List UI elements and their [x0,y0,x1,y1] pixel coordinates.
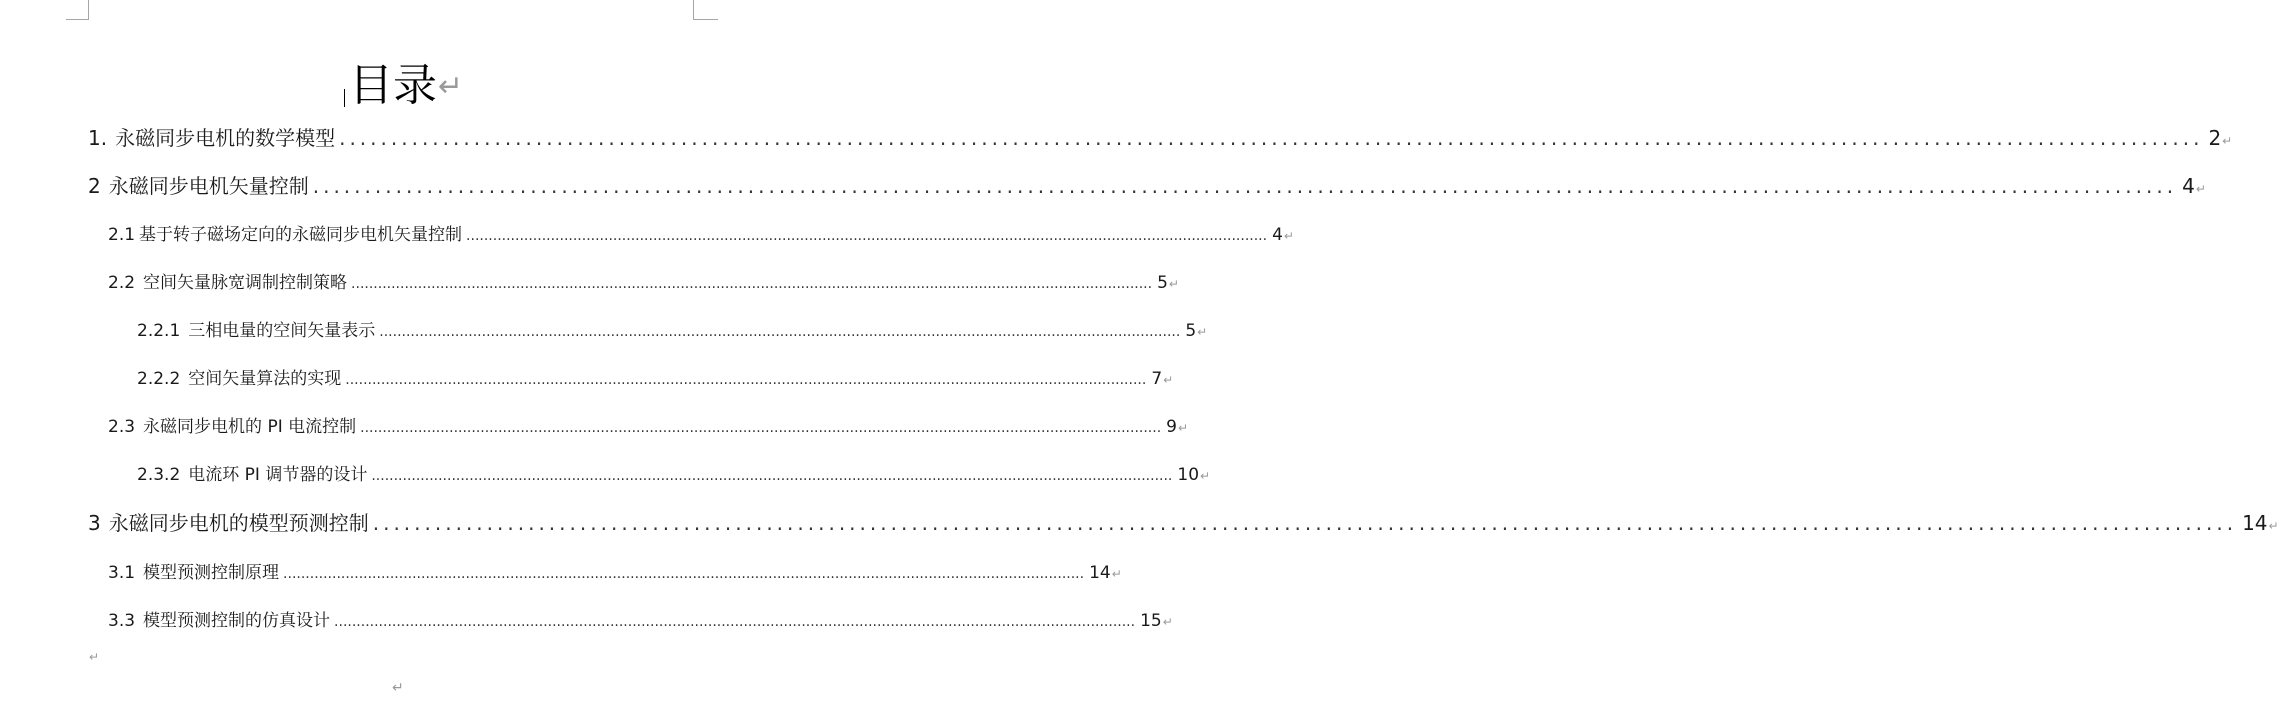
toc-entry-text: 永磁同步电机的 PI 电流控制 [143,417,357,437]
toc-entry-page: 2 [2208,126,2222,150]
toc-entry-2-3[interactable] [108,414,1189,440]
toc-leader: .................................................................................................................................................................................... [351,276,1153,292]
paragraph-mark-icon: ↵ [1111,567,1122,581]
toc-entry-page: 14 [1089,563,1111,583]
toc-leader: .................................................................................................................................................................................... [339,126,2204,150]
toc-entry-1[interactable] [88,123,2233,153]
toc-entry-3[interactable] [88,508,2279,538]
paragraph-mark-icon: ↵ [1168,277,1179,291]
toc-entry-page: 4 [2182,174,2195,198]
toc-entry-number: 2.3 [108,417,136,437]
toc-entry-text: 永磁同步电机的模型预测控制 [108,511,369,535]
paragraph-mark-icon: ↵ [1197,325,1208,339]
toc-entry-page: 5 [1185,321,1197,341]
toc-leader: .................................................................................................................................................................................... [466,228,1268,244]
toc-title[interactable] [349,58,463,114]
toc-leader: .................................................................................................................................................................................... [334,614,1136,630]
toc-entry-text: 模型预测控制的仿真设计 [143,611,331,631]
toc-entry-2-2[interactable] [108,270,1179,296]
toc-entry-text: 永磁同步电机的数学模型 [115,126,336,150]
toc-entry-text: 基于转子磁场定向的永磁同步电机矢量控制 [139,225,463,245]
toc-leader: .................................................................................................................................................................................... [360,420,1162,436]
toc-entry-3-3[interactable] [108,608,1173,634]
toc-entry-text: 空间矢量算法的实现 [188,369,342,389]
toc-entry-2-2-2[interactable] [137,366,1174,392]
toc-entry-page: 4 [1272,225,1283,245]
toc-entry-number: 2.2 [108,273,136,293]
toc-entry-text: 三相电量的空间矢量表示 [188,321,376,341]
paragraph-mark-icon: ↵ [1163,373,1174,387]
paragraph-mark-icon: ↵ [2222,134,2233,148]
toc-entry-2-1[interactable] [108,222,1294,248]
toc-entry-number: 2.1 [108,225,136,245]
toc-leader: .................................................................................................................................................................................... [372,511,2238,535]
paragraph-mark-icon: ↵ [1178,421,1189,435]
toc-entry-2[interactable] [88,171,2206,201]
toc-entry-number: 1. [88,126,108,150]
toc-entry-2-3-2[interactable] [137,462,1211,488]
toc-entry-number: 3.3 [108,611,136,631]
toc-entry-text: 空间矢量脉宽调制控制策略 [143,273,348,293]
crop-mark-top-left [66,0,89,20]
toc-leader: .................................................................................................................................................................................... [312,174,2178,198]
toc-entry-number: 3.1 [108,563,136,583]
toc-entry-number: 2.3.2 [137,465,181,485]
paragraph-mark-icon: ↵ [1283,229,1294,243]
toc-entry-number: 2.2.2 [137,369,181,389]
toc-entry-number: 3 [88,511,101,535]
paragraph-mark-icon: ↵ [2268,519,2279,533]
toc-entry-page: 9 [1166,417,1177,437]
crop-mark-top-right [693,0,718,20]
toc-entry-number: 2.2.1 [137,321,181,341]
toc-entry-text: 模型预测控制原理 [143,563,280,583]
toc-entry-number: 2 [88,174,101,198]
empty-paragraph-mark-icon: ↵ [89,650,100,664]
paragraph-mark-icon: ↵ [438,69,464,104]
end-paragraph-mark-icon: ↵ [392,680,404,696]
toc-title-text: 目录 [349,60,437,111]
toc-entry-page: 14 [2242,511,2268,535]
toc-entry-3-1[interactable] [108,560,1122,586]
paragraph-mark-icon: ↵ [1162,615,1173,629]
toc-entry-text: 永磁同步电机矢量控制 [108,174,309,198]
toc-leader: .................................................................................................................................................................................... [371,468,1173,484]
toc-entry-page: 7 [1151,369,1163,389]
toc-leader: .................................................................................................................................................................................... [283,566,1085,582]
paragraph-mark-icon: ↵ [1200,469,1211,483]
toc-entry-2-2-1[interactable] [137,318,1208,344]
toc-entry-page: 10 [1177,465,1200,485]
toc-entry-page: 15 [1140,611,1162,631]
toc-entry-text: 电流环 PI 调节器的设计 [188,465,368,485]
text-cursor [344,89,345,107]
toc-leader: .................................................................................................................................................................................... [345,372,1147,388]
paragraph-mark-icon: ↵ [2195,182,2206,196]
toc-entry-page: 5 [1157,273,1168,293]
toc-leader: .................................................................................................................................................................................... [379,324,1181,340]
